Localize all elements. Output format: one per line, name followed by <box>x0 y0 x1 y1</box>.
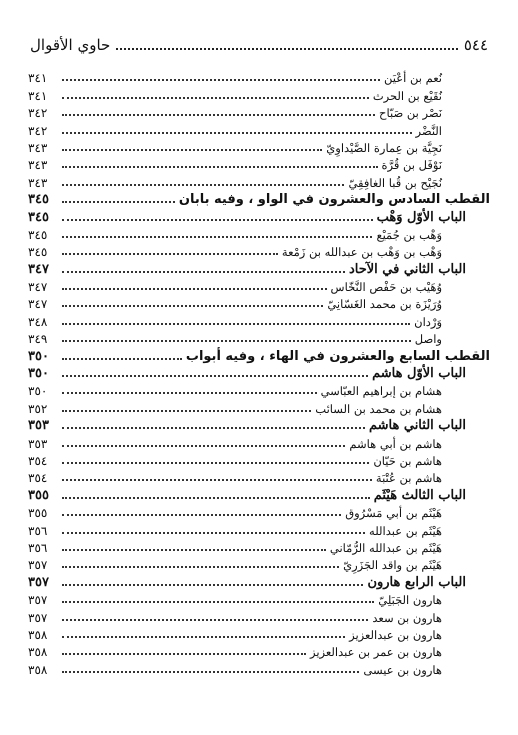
toc-page-number: ٣٤١ <box>28 71 48 86</box>
toc-page-number: ٣٤٩ <box>28 332 48 347</box>
toc-entry-title: الباب الأوّل وَهْب <box>376 209 466 225</box>
toc-entry-title: نُجَيْح بن قُبا الغافِقِيّ <box>348 175 442 190</box>
toc-entry-title: هشام بن محمد بن السائب <box>315 401 442 416</box>
toc-page-number: ٣٤٢ <box>28 123 48 138</box>
leader-dots <box>62 445 345 447</box>
toc-entry-title: هَيْثَم بن أبي مَسْرُوق <box>345 506 442 521</box>
toc-entry-title: هارون بن عيسى <box>363 662 442 677</box>
toc-entry-title: هاشم بن حَيّان <box>373 453 442 468</box>
page-header <box>30 32 488 54</box>
toc-entry <box>28 103 490 120</box>
toc-page-number: ٣٥٨ <box>28 662 48 677</box>
leader-dots <box>62 532 365 534</box>
leader-dots <box>62 427 365 429</box>
toc-entry <box>28 642 490 659</box>
toc-entry-title: الباب الأوّل هاشم <box>372 366 466 382</box>
toc-entry <box>28 451 490 468</box>
toc-entry-title: واصل <box>414 332 442 347</box>
toc-chapter-heading <box>28 364 490 381</box>
toc-entry <box>28 311 490 328</box>
toc-entry <box>28 520 490 537</box>
leader-dots <box>62 462 369 464</box>
toc-page-number: ٣٤٢ <box>28 106 48 121</box>
toc-entry <box>28 155 490 172</box>
toc-entry <box>28 172 490 189</box>
toc-entry-title: وَرْدان <box>414 314 442 329</box>
leader-dots <box>62 358 182 360</box>
toc-page-number: ٣٥٨ <box>28 645 48 660</box>
toc-entry-title: هَيْثَم بن واقد الجَزَرِيّ <box>343 558 442 573</box>
toc-entry <box>28 381 490 398</box>
toc-entry <box>28 468 490 485</box>
toc-page-number: ٣٥٣ <box>28 418 49 434</box>
toc-page-number: ٣٤٥ <box>28 209 49 225</box>
toc-page-number: ٣٤٨ <box>28 314 48 329</box>
leader-dots <box>62 636 345 638</box>
toc-page-number: ٣٥٧ <box>28 558 48 573</box>
toc-entry <box>28 294 490 311</box>
toc-page-number: ٣٥٨ <box>28 627 48 642</box>
toc-entry <box>28 138 490 155</box>
leader-dots <box>62 201 175 203</box>
toc-entry-title: هارون بن عمر بن عبدالعزيز <box>309 645 442 660</box>
toc-entry-title: هشام بن إبراهيم العبّاسي <box>320 384 442 399</box>
toc-page-number: ٣٤٣ <box>28 140 48 155</box>
toc-entry-title: القطب السادس والعشرون في الواو ، وفيه بابان <box>178 192 490 208</box>
leader-dots <box>62 305 323 307</box>
toc-entry-title: نُقَيْع بن الحرث <box>372 88 442 103</box>
toc-page-number: ٣٥٥ <box>28 506 48 521</box>
leader-dots <box>62 132 412 134</box>
toc-entry <box>28 225 490 242</box>
toc-page-number: ٣٤٣ <box>28 175 48 190</box>
leader-dots <box>62 392 317 394</box>
toc-page-number: ٣٥٣ <box>28 436 48 451</box>
leader-dots <box>62 375 368 377</box>
toc-entry <box>28 625 490 642</box>
toc-entry-title: الباب الثاني هاشم <box>368 418 466 434</box>
toc-entry <box>28 590 490 607</box>
leader-dots <box>62 271 345 273</box>
toc-entry <box>28 120 490 137</box>
toc-page-number: ٣٥٠ <box>28 366 49 382</box>
leader-dots <box>62 253 278 255</box>
toc-entry-title: هارون بن سعد <box>372 610 442 625</box>
toc-entry-title: هَيْثَم بن عبدالله الرُّمّاني <box>329 540 442 555</box>
toc-page-number: ٣٤١ <box>28 88 48 103</box>
toc-page-number: ٣٥٠ <box>28 348 49 364</box>
toc-page-number: ٣٥٦ <box>28 540 48 555</box>
toc-page-number: ٣٤٥ <box>28 245 48 260</box>
page-number: ٥٤٤ <box>463 36 488 54</box>
toc-section-heading <box>28 346 490 363</box>
toc-entry-title: نَوْفَل بن قُرَّة <box>381 158 442 173</box>
leader-dots <box>62 410 311 412</box>
leader-dots <box>62 236 372 238</box>
running-title: حاوي الأقوال <box>30 36 111 54</box>
leader-dots <box>62 166 378 168</box>
toc-entry <box>28 242 490 259</box>
toc-page-number: ٣٥٥ <box>28 487 49 503</box>
toc-entry-title: هارون الجَبَلِيّ <box>378 593 442 608</box>
toc-entry <box>28 277 490 294</box>
header-leader-dots <box>116 48 458 50</box>
toc-page-number: ٣٥٢ <box>28 401 48 416</box>
leader-dots <box>62 79 380 81</box>
toc-page-number: ٣٥٤ <box>28 471 48 486</box>
leader-dots <box>62 653 306 655</box>
toc-page-number: ٣٥٤ <box>28 453 48 468</box>
leader-dots <box>62 288 327 290</box>
toc-entry-title: وَهْب بن جُمَيْع <box>376 227 442 242</box>
toc-entry-title: وُرَيْزَة بن محمد الغَسّانِيّ <box>327 297 442 312</box>
leader-dots <box>62 549 326 551</box>
leader-dots <box>62 514 341 516</box>
toc-page-number: ٣٤٧ <box>28 280 48 295</box>
toc-entry-title: هارون بن عبدالعزيز <box>349 627 442 642</box>
toc-entry <box>28 503 490 520</box>
toc-page-number: ٣٥٧ <box>28 593 48 608</box>
leader-dots <box>62 497 370 499</box>
toc-entry-title: الباب الثالث هَيْثَم <box>373 487 466 503</box>
leader-dots <box>62 114 375 116</box>
toc-page-number: ٣٤٥ <box>28 227 48 242</box>
toc-entry <box>28 538 490 555</box>
leader-dots <box>62 184 344 186</box>
toc-entry <box>28 85 490 102</box>
toc-page-number: ٣٥٧ <box>28 610 48 625</box>
toc-entry <box>28 329 490 346</box>
leader-dots <box>62 97 369 99</box>
toc-entry-title: وَهْب بن وَهْب بن عبدالله بن زَمْعة <box>281 245 442 260</box>
leader-dots <box>62 601 374 603</box>
toc-entry <box>28 607 490 624</box>
toc-entry-title: النَّضْر <box>415 123 442 138</box>
leader-dots <box>62 340 411 342</box>
toc-chapter-heading <box>28 416 490 433</box>
toc-entry-title: الباب الرابع هارون <box>367 574 466 590</box>
toc-entry-title: القطب السابع والعشرون في الهاء ، وفيه أبواب <box>185 348 490 364</box>
leader-dots <box>62 149 322 151</box>
toc-entry <box>28 398 490 415</box>
toc-entry-title: نُعم بن أعْيَن <box>384 71 442 86</box>
toc-entry <box>28 433 490 450</box>
table-of-contents <box>28 68 490 677</box>
toc-page-number: ٣٤٣ <box>28 158 48 173</box>
leader-dots <box>62 619 368 621</box>
toc-page-number: ٣٥٦ <box>28 523 48 538</box>
toc-page-number: ٣٥٧ <box>28 574 49 590</box>
leader-dots <box>62 671 359 673</box>
toc-page-number: ٣٤٧ <box>28 261 49 277</box>
toc-entry-title: وُهَيْب بن حَفْص النَّخّاس <box>330 280 442 295</box>
toc-entry <box>28 555 490 572</box>
toc-entry-title: هَيْثَم بن عبدالله <box>369 523 442 538</box>
toc-entry <box>28 659 490 676</box>
leader-dots <box>62 584 363 586</box>
toc-chapter-heading <box>28 572 490 589</box>
toc-entry <box>28 68 490 85</box>
toc-entry-title: هاشم بن عُتْبَة <box>375 471 442 486</box>
leader-dots <box>62 219 373 221</box>
leader-dots <box>62 323 410 325</box>
toc-entry-title: نَصْر بن صَبّاح <box>379 106 442 121</box>
toc-entry-title: الباب الثاني في الآحاد <box>348 261 466 277</box>
toc-chapter-heading <box>28 485 490 502</box>
toc-page-number: ٣٤٥ <box>28 192 49 208</box>
toc-entry-title: هاشم بن أبي هاشم <box>349 436 442 451</box>
toc-chapter-heading <box>28 259 490 276</box>
toc-entry-title: نَجِيَّة بن عِمارة الصَّيْداوِيّ <box>326 140 442 155</box>
toc-chapter-heading <box>28 207 490 224</box>
toc-section-heading <box>28 190 490 207</box>
toc-page-number: ٣٥٠ <box>28 384 48 399</box>
leader-dots <box>62 566 339 568</box>
toc-page-number: ٣٤٧ <box>28 297 48 312</box>
leader-dots <box>62 479 372 481</box>
